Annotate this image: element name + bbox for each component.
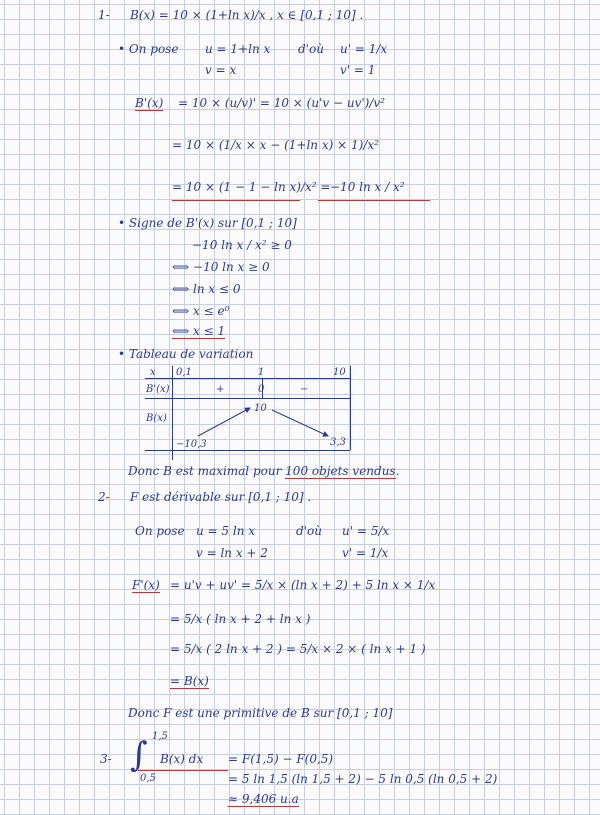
part3-number: 3- bbox=[100, 752, 112, 766]
table-start-value: −10,3 bbox=[176, 439, 207, 450]
part2-number: 2- bbox=[98, 490, 110, 504]
integral-sign-icon: ∫ bbox=[130, 735, 148, 775]
table-row-x-label: x bbox=[150, 367, 156, 378]
sign-line-4: ⟺ x ≤ e⁰ bbox=[172, 304, 230, 318]
table-zero: 0 bbox=[258, 384, 265, 395]
part1-derivative-lhs: B'(x) bbox=[135, 96, 164, 110]
table-row-B-label: B(x) bbox=[146, 413, 167, 424]
part1-u-prime: u' = 1/x bbox=[340, 42, 388, 56]
part2-v-prime: v' = 1/x bbox=[342, 546, 389, 560]
table-max-value: 10 bbox=[254, 403, 267, 414]
sign-heading: • Signe de B'(x) sur [0,1 ; 10] bbox=[118, 216, 297, 230]
part1-derivative-quotient-rule: = 10 × (u/v)' = 10 × (u'v − uv')/v² bbox=[178, 96, 385, 110]
sign-line-2: ⟺ −10 ln x ≥ 0 bbox=[172, 260, 270, 274]
part2-pose-label: On pose bbox=[135, 524, 185, 538]
part2-v-definition: v = ln x + 2 bbox=[196, 546, 268, 560]
table-end-value: 3,3 bbox=[330, 437, 346, 448]
integral-integrand: B(x) dx bbox=[160, 752, 204, 766]
part3-result: ≈ 9,406 u.a bbox=[228, 792, 299, 806]
part1-number: 1- bbox=[98, 8, 110, 22]
increasing-arrow bbox=[198, 408, 250, 436]
part1-derivative-step3: = 10 × (1 − 1 − ln x)/x² = bbox=[172, 180, 331, 194]
table-row-derivative-label: B'(x) bbox=[146, 384, 170, 395]
part2-dou: d'où bbox=[296, 524, 322, 538]
part2-conclusion: Donc F est une primitive de B sur [0,1 ; 10] bbox=[128, 706, 393, 720]
variation-table-heading: • Tableau de variation bbox=[118, 347, 254, 361]
part2-derivative-step1: = u'v + uv' = 5/x × (ln x + 2) + 5 ln x × 1/x bbox=[170, 578, 436, 592]
part1-v-definition: v = x bbox=[205, 63, 237, 77]
sign-line-1: −10 ln x / x² ≥ 0 bbox=[192, 238, 292, 252]
integral-lower-bound: 0,5 bbox=[140, 773, 156, 784]
part1-derivative-step2: = 10 × (1/x × x − (1+ln x) × 1)/x² bbox=[172, 138, 379, 152]
part1-u-definition: u = 1+ln x bbox=[205, 42, 271, 56]
sign-line-3: ⟺ ln x ≤ 0 bbox=[172, 282, 241, 296]
part2-u-definition: u = 5 ln x bbox=[196, 524, 256, 538]
part1-function-definition: B(x) = 10 × (1+ln x)/x , x ∈ [0,1 ; 10] . bbox=[130, 8, 364, 22]
part2-u-prime: u' = 5/x bbox=[342, 524, 390, 538]
part2-derivative-step2: = 5/x ( ln x + 2 + ln x ) bbox=[170, 612, 311, 626]
integral-upper-bound: 1,5 bbox=[152, 731, 168, 742]
table-sign-plus: + bbox=[216, 384, 225, 395]
part1-derivative-result: −10 ln x / x² bbox=[330, 180, 405, 194]
table-x-end: 10 bbox=[333, 367, 346, 378]
table-sign-minus: − bbox=[300, 384, 309, 395]
part1-pose-label: • On pose bbox=[118, 42, 179, 56]
integral-underline bbox=[138, 770, 228, 771]
decreasing-arrow bbox=[272, 410, 328, 436]
part1-conclusion: Donc B est maximal pour 100 objets vendus. bbox=[128, 464, 400, 478]
part2-statement: F est dérivable sur [0,1 ; 10] . bbox=[130, 490, 312, 504]
part3-step2: = 5 ln 1,5 (ln 1,5 + 2) − 5 ln 0,5 (ln 0,5 + 2) bbox=[228, 772, 498, 786]
part2-derivative-result: = B(x) bbox=[170, 674, 209, 688]
sign-line-5: ⟺ x ≤ 1 bbox=[172, 324, 226, 338]
part3-step1: = F(1,5) − F(0,5) bbox=[228, 752, 334, 766]
table-x-mid: 1 bbox=[258, 367, 265, 378]
table-x-start: 0,1 bbox=[176, 367, 192, 378]
part1-v-prime: v' = 1 bbox=[340, 63, 376, 77]
part1-dou: d'où bbox=[298, 42, 324, 56]
part2-Fprime-lhs: F'(x) bbox=[132, 578, 160, 592]
part2-derivative-step3: = 5/x ( 2 ln x + 2 ) = 5/x × 2 × ( ln x + 1 ) bbox=[170, 642, 426, 656]
